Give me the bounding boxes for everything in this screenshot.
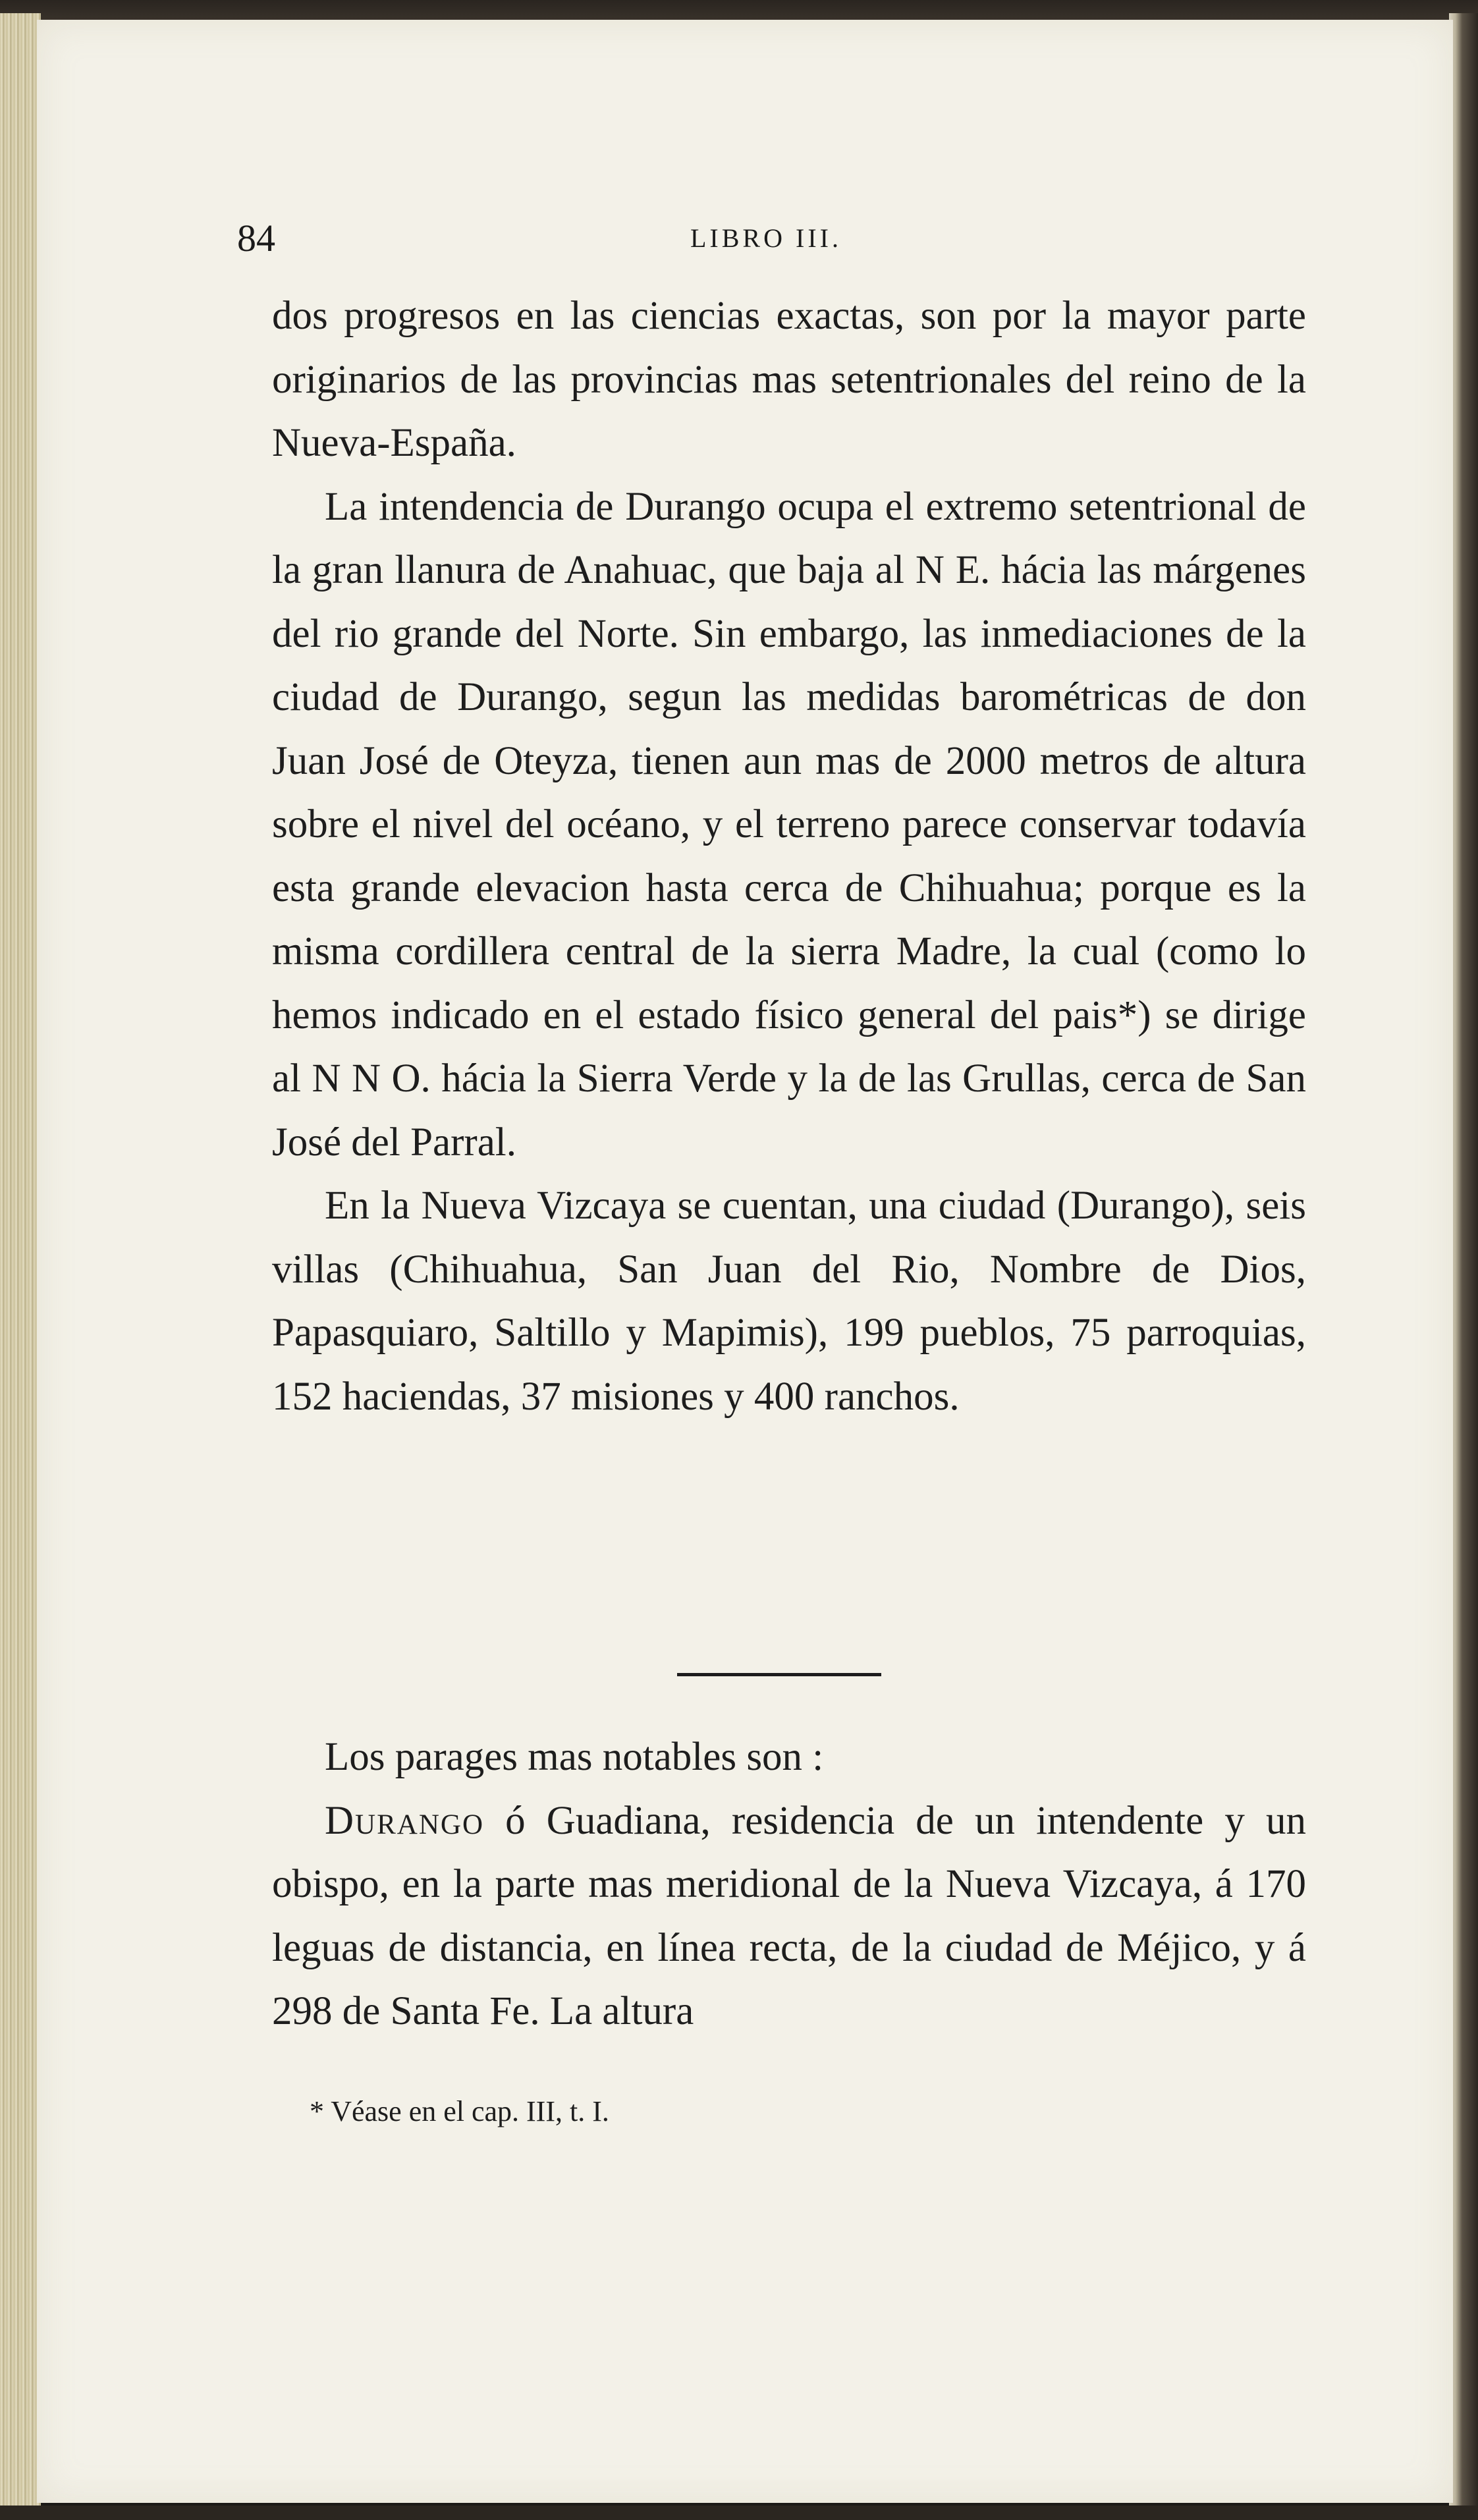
main-text [272,285,1306,1429]
notable-places-text [272,1726,1306,2044]
book-page-edges [0,13,41,2509]
page-number: 84 [237,217,275,260]
footnote: * Véase en el cap. III, t. I. [310,2095,609,2127]
section-divider [677,1673,881,1676]
book-bottom-edge [0,2506,1478,2520]
paragraph-notable-places-intro: Los parages mas notables son : [325,1735,824,1779]
running-head [237,216,1304,275]
paragraph-nueva-vizcaya-census: En la Nueva Vizcaya se cuentan, una ciudad (Durango), seis villas (Chihuahua, San Juan del Rio, Nombre de Dios, Papasquiaro, Saltillo y Mapimis), 199 pueblos, 75 parroquias, 152 haciendas, 37 misiones y 400 ranchos. [272,1184,1306,1419]
book-cover-edge [1449,13,1478,2509]
running-title: LIBRO III. [690,223,842,253]
paragraph-durango-geography: La intendencia de Durango ocupa el extremo setentrional de la gran llanura de Anahuac, que baja al N E. hácia las márgenes del rio grande del Norte. Sin embargo, las inmediaciones de la ciudad de Durango, segun las medidas barométricas de don Juan José de Oteyza, tienen aun mas de 2000 metros de altura sobre el nivel del océano, y el terreno parece conservar todavía esta grande elevacion hasta cerca de Chihuahua; porque es la misma cordillera central de la sierra Madre, la cual (como lo hemos indicado en el estado físico general del pais*) se dirige al N N O. hácia la Sierra Verde y la de las Grullas, cerca de San José del Parral. [272,484,1306,1164]
paragraph-durango-entry [272,1790,1306,2044]
entry-heading-durango: Durango [325,1798,484,1843]
paragraph-continued: dos progresos en las ciencias exactas, son por la mayor parte originarios de las provincias mas setentrionales del reino de la Nueva-España. [272,294,1306,465]
entry-text-durango: ó Guadiana, residencia de un intendente y un obispo, en la parte mas meridional de la Nueva Vizcaya, á 170 leguas de distancia, en línea recta, de la ciudad de Méjico, y á 298 de Santa Fe. La altura [272,1798,1306,2033]
book-top-edge [0,0,1478,22]
